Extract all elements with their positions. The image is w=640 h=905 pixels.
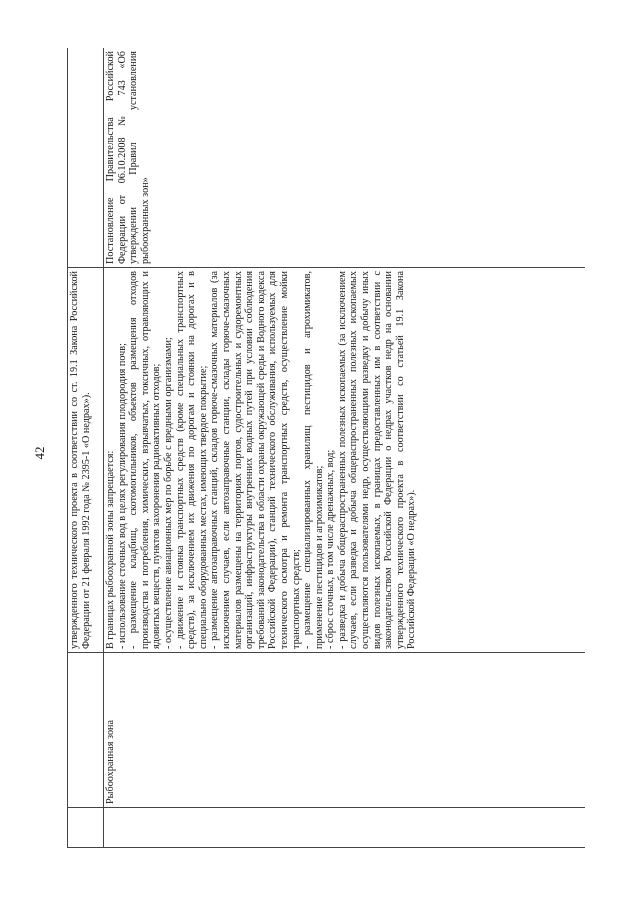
- restriction-item: В границах рыбоохранной зоны запрещается:: [105, 450, 116, 649]
- restriction-item: - размещение автозаправочных станций, складов горюче-смазочных материалов (за исключением случаев, если автозаправочные станции, склады горюче-смазочных материалов размещены на территориях портов, судостроительных и судоремонтных организаций, инфраструктуры внутренних водных путей при условии соблюдения требований законодательства в области охраны окружающей среды и Водного кодекса Российской Федерации), станций технического обслуживания, используемых для технического осмотра и ремонта транспортных средств, осуществление мойки транспортных средств;: [209, 271, 302, 649]
- rotated-table-container: [67, 48, 585, 848]
- cell-restrictions: [104, 268, 586, 653]
- page-number-text: 42: [32, 446, 47, 460]
- restriction-item: - использование сточных вод в целях регулирования плодородия почв;: [116, 343, 128, 649]
- cell-index-empty: [104, 808, 586, 848]
- restriction-item: - разведка и добыча общераспространенных полезных ископаемых (за исключением случаев, если разведка и добыча общераспространенных полезных ископаемых осуществляются пользователями недр, осуществляющими разведку и добычу иных видов полезных ископаемых, в границах предоставленных им в соответствии с законодательством Российской Федерации о недрах участков недр на основании утвержденного технического проекта в соответствии со статьей 19.1 Закона Российской Федерации «О недрах»).: [336, 271, 418, 649]
- table-row-fishery-zone: [104, 48, 586, 848]
- restriction-item: - размещение специализированных хранилищ пестицидов и агрохимикатов, применение пестицидов и агрохимикатов;: [302, 271, 325, 649]
- restriction-item: - сброс сточных, в том числе дренажных, вод;: [325, 449, 337, 649]
- restriction-item: - движение и стоянка транспортных средств (кроме специальных транспортных средств), за исключением их движения по дорогам и стоянки на дорогах и в специально оборудованных местах, имеющих твердое покрытие;: [174, 271, 209, 649]
- cell-zone-name: Рыбоохранная зона: [104, 653, 586, 808]
- cell-zone-empty: [68, 653, 104, 808]
- cell-continuation-text: утвержденного технического проекта в соответствии со ст. 19.1 Закона Российской Федерации от 21 февраля 1992 года № 2395-1 «О недрах»).: [68, 268, 104, 653]
- zones-table: [67, 48, 585, 848]
- table-row-continuation: [68, 48, 104, 848]
- cell-legal-basis: Постановление Правительства Российской Федерации от 06.10.2008 № 743 «Об утверждении Правил установления рыбоохранных зон»: [104, 48, 586, 268]
- restriction-item: - осуществление авиационных мер по борьбе с вредными организмами;: [162, 337, 174, 649]
- restriction-item: - размещение кладбищ, скотомогильников, объектов размещения отходов производства и потребления, химических, взрывчатых, токсичных, отравляющих и ядовитых веществ, пунктов захоронения радиоактивных отходов;: [128, 271, 163, 649]
- cell-basis-empty: [68, 48, 104, 268]
- document-table-frame: [67, 48, 585, 848]
- cell-index-empty: [68, 808, 104, 848]
